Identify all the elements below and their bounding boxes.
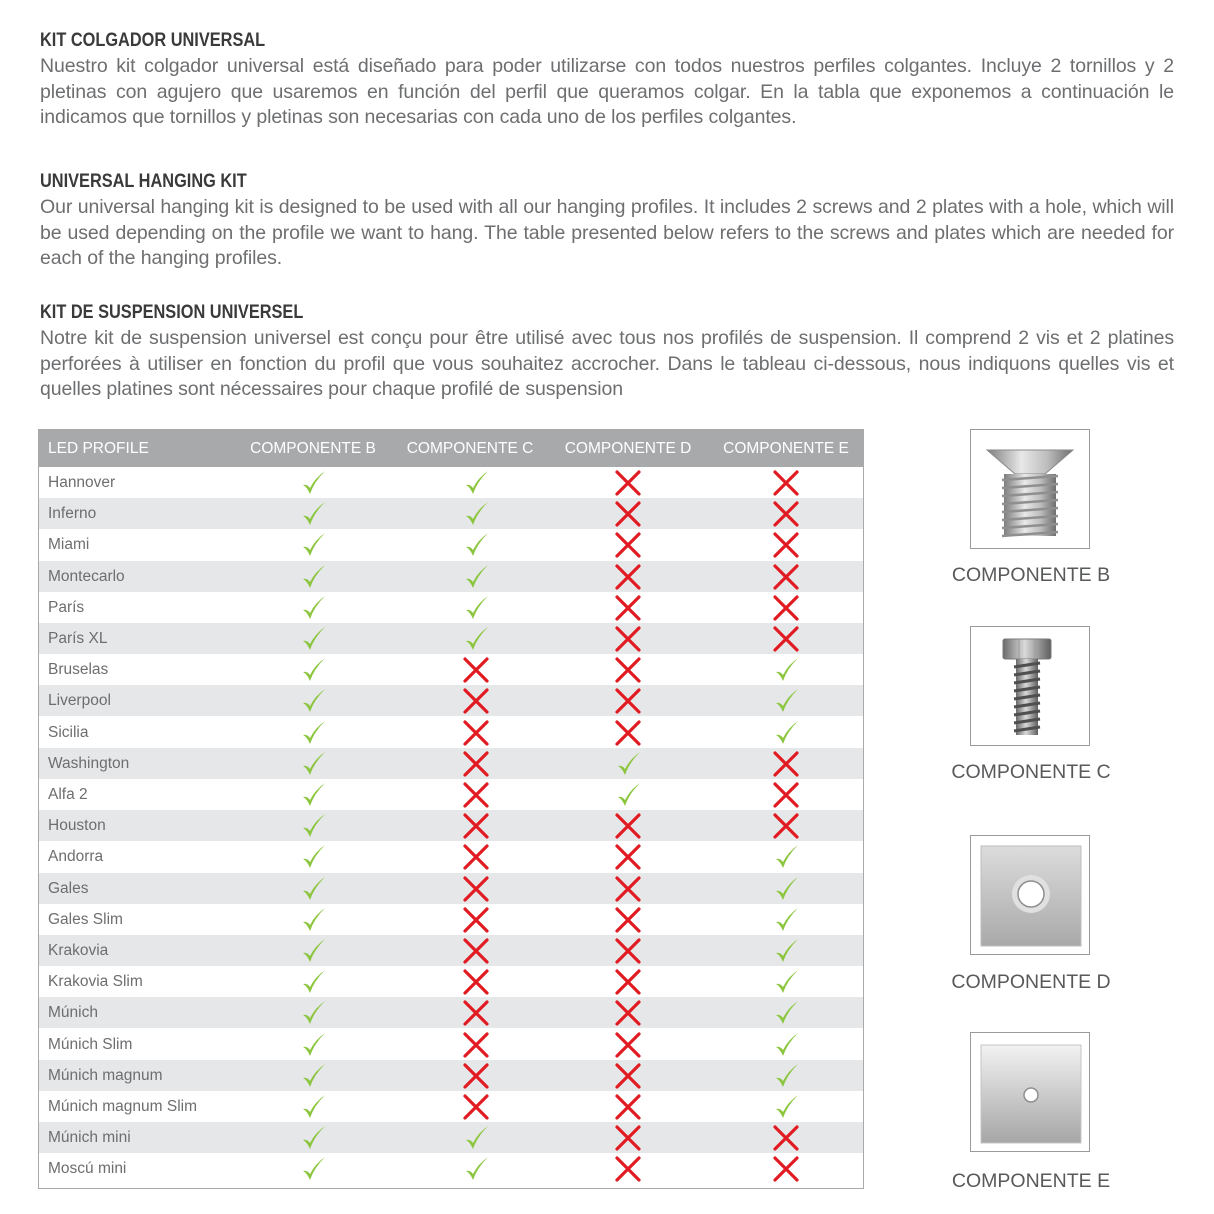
countersunk-screw-icon <box>971 430 1089 548</box>
check-icon <box>771 967 801 997</box>
row-profile-name: Moscú mini <box>48 1160 127 1178</box>
component-c-label: COMPONENTE C <box>951 761 1111 783</box>
check-icon <box>771 874 801 904</box>
check-icon <box>298 624 328 654</box>
table-header <box>39 430 863 467</box>
section-heading: UNIVERSAL HANGING KIT <box>40 171 247 192</box>
check-icon <box>298 811 328 841</box>
cross-icon <box>461 874 491 904</box>
check-icon <box>461 1123 491 1153</box>
check-icon <box>461 593 491 623</box>
compatibility-table <box>38 429 864 1189</box>
hex-bolt-icon <box>971 627 1089 745</box>
cross-icon <box>461 1092 491 1122</box>
table-row <box>39 529 863 560</box>
check-icon <box>771 1092 801 1122</box>
section-body: Our universal hanging kit is designed to be used with all our hanging profiles. It includes 2 screws and 2 plates with a hole, which will be used depending on the profile we want to hang. The table presented below refers to the screws and plates which are needed for each of the hanging profiles. <box>40 196 1174 269</box>
check-icon <box>298 530 328 560</box>
check-icon <box>461 1154 491 1184</box>
component-b-label: COMPONENTE B <box>951 564 1111 586</box>
table-row <box>39 1029 863 1060</box>
check-icon <box>461 468 491 498</box>
cross-icon <box>461 1030 491 1060</box>
check-icon <box>298 905 328 935</box>
cross-icon <box>461 1061 491 1091</box>
table-row <box>39 717 863 748</box>
table-row <box>39 748 863 779</box>
table-row <box>39 935 863 966</box>
component-e-image <box>970 1032 1090 1152</box>
check-icon <box>298 1030 328 1060</box>
section-body: Notre kit de suspension universel est conçu pour être utilisé avec tous nos profilés de suspension. Il comprend 2 vis et 2 platines perforées à utiliser en fonction du profil que vous souhaitez accrocher. Dans le tableau ci-dessous, nous indiquons quelles vis et quelles platines sont nécessaires pour chaque profilé de suspension <box>40 327 1174 400</box>
row-profile-name: Inferno <box>48 505 97 523</box>
row-profile-name: Sicilia <box>48 723 89 741</box>
check-icon <box>298 686 328 716</box>
row-profile-name: Múnich Slim <box>48 1035 133 1053</box>
cross-icon <box>613 593 643 623</box>
check-icon <box>771 655 801 685</box>
header-componente-c: COMPONENTE C <box>406 440 534 457</box>
cross-icon <box>613 811 643 841</box>
cross-icon <box>613 499 643 529</box>
cross-icon <box>613 936 643 966</box>
cross-icon <box>461 842 491 872</box>
check-icon <box>298 842 328 872</box>
cross-icon <box>613 655 643 685</box>
row-profile-name: París <box>48 598 85 616</box>
check-icon <box>298 718 328 748</box>
check-icon <box>298 967 328 997</box>
cross-icon <box>613 967 643 997</box>
cross-icon <box>461 749 491 779</box>
cross-icon <box>613 1123 643 1153</box>
component-e-label: COMPONENTE E <box>951 1170 1111 1192</box>
cross-icon <box>613 624 643 654</box>
check-icon <box>298 1123 328 1153</box>
row-profile-name: Krakovia Slim <box>48 973 143 991</box>
header-componente-b: COMPONENTE B <box>250 440 376 457</box>
cross-icon <box>613 468 643 498</box>
cross-icon <box>613 530 643 560</box>
check-icon <box>298 780 328 810</box>
section-heading: KIT COLGADOR UNIVERSAL <box>40 30 266 51</box>
cross-icon <box>613 686 643 716</box>
row-profile-name: Andorra <box>48 848 104 866</box>
cross-icon <box>461 998 491 1028</box>
table-row <box>39 623 863 654</box>
cross-icon <box>613 1154 643 1184</box>
intro-section-en <box>40 171 1174 272</box>
cross-icon <box>771 811 801 841</box>
cross-icon <box>771 780 801 810</box>
check-icon <box>298 1061 328 1091</box>
check-icon <box>771 842 801 872</box>
check-icon <box>298 655 328 685</box>
check-icon <box>771 1030 801 1060</box>
cross-icon <box>461 936 491 966</box>
table-row <box>39 966 863 997</box>
row-profile-name: Múnich mini <box>48 1129 131 1147</box>
table-row <box>39 654 863 685</box>
row-profile-name: Múnich magnum <box>48 1066 163 1084</box>
table-row <box>39 1153 863 1184</box>
table-row <box>39 997 863 1028</box>
cross-icon <box>613 562 643 592</box>
cross-icon <box>771 499 801 529</box>
row-profile-name: Miami <box>48 536 90 554</box>
table-row <box>39 779 863 810</box>
cross-icon <box>461 905 491 935</box>
cross-icon <box>613 1092 643 1122</box>
header-componente-d: COMPONENTE D <box>564 440 692 457</box>
cross-icon <box>771 1123 801 1153</box>
table-row <box>39 904 863 935</box>
check-icon <box>771 718 801 748</box>
table-row <box>39 685 863 716</box>
row-profile-name: Alfa 2 <box>48 786 88 803</box>
row-profile-name: Houston <box>48 817 106 835</box>
table-row <box>39 1122 863 1153</box>
check-icon <box>298 499 328 529</box>
row-profile-name: Múnich <box>48 1004 98 1022</box>
cross-icon <box>613 874 643 904</box>
check-icon <box>461 562 491 592</box>
cross-icon <box>461 718 491 748</box>
cross-icon <box>461 655 491 685</box>
intro-section-fr <box>40 302 1174 403</box>
component-d-image <box>970 835 1090 955</box>
cross-icon <box>613 1030 643 1060</box>
check-icon <box>771 1061 801 1091</box>
table-row <box>39 841 863 872</box>
component-c-image <box>970 626 1090 746</box>
check-icon <box>771 905 801 935</box>
check-icon <box>613 780 643 810</box>
cross-icon <box>771 749 801 779</box>
table-row <box>39 873 863 904</box>
check-icon <box>771 998 801 1028</box>
row-profile-name: Gales Slim <box>48 910 123 928</box>
section-body: Nuestro kit colgador universal está diseñado para poder utilizarse con todos nuestros perfiles colgantes. Incluye 2 tornillos y 2 pletinas con agujero que usaremos en función del perfil que queramos colgar. En la tabla que exponemos a continuación le indicamos que tornillos y pletinas son necesarias con cada uno de los perfiles colgantes. <box>40 55 1174 128</box>
row-profile-name: Hannover <box>48 474 116 491</box>
check-icon <box>771 686 801 716</box>
cross-icon <box>461 967 491 997</box>
cross-icon <box>461 686 491 716</box>
check-icon <box>461 530 491 560</box>
cross-icon <box>613 1061 643 1091</box>
table-row <box>39 810 863 841</box>
component-b-image <box>970 429 1090 549</box>
table-row <box>39 1091 863 1122</box>
table-row <box>39 498 863 529</box>
table-row <box>39 1060 863 1091</box>
section-heading: KIT DE SUSPENSION UNIVERSEL <box>40 302 304 323</box>
check-icon <box>298 749 328 779</box>
check-icon <box>613 749 643 779</box>
check-icon <box>298 874 328 904</box>
header-led-profile: LED PROFILE <box>48 440 149 457</box>
table-row <box>39 561 863 592</box>
cross-icon <box>613 718 643 748</box>
row-profile-name: Liverpool <box>48 692 111 710</box>
check-icon <box>461 499 491 529</box>
check-icon <box>298 593 328 623</box>
check-icon <box>298 468 328 498</box>
cross-icon <box>771 562 801 592</box>
cross-icon <box>771 624 801 654</box>
cross-icon <box>771 593 801 623</box>
check-icon <box>461 624 491 654</box>
row-profile-name: Krakovia <box>48 942 109 959</box>
cross-icon <box>771 530 801 560</box>
table-row <box>39 467 863 498</box>
row-profile-name: Montecarlo <box>48 567 125 585</box>
check-icon <box>298 936 328 966</box>
table-row <box>39 592 863 623</box>
row-profile-name: Washington <box>48 754 130 772</box>
check-icon <box>298 562 328 592</box>
cross-icon <box>771 468 801 498</box>
plate-small-hole-icon <box>971 1033 1089 1151</box>
cross-icon <box>771 1154 801 1184</box>
row-profile-name: Múnich magnum Slim <box>48 1098 198 1115</box>
check-icon <box>298 1092 328 1122</box>
row-profile-name: Bruselas <box>48 661 109 679</box>
cross-icon <box>613 842 643 872</box>
component-d-label: COMPONENTE D <box>951 971 1111 993</box>
check-icon <box>298 1154 328 1184</box>
cross-icon <box>613 905 643 935</box>
intro-section-es <box>40 30 1174 131</box>
check-icon <box>771 936 801 966</box>
cross-icon <box>613 998 643 1028</box>
row-profile-name: Gales <box>48 879 89 897</box>
cross-icon <box>461 780 491 810</box>
cross-icon <box>461 811 491 841</box>
row-profile-name: París XL <box>48 630 108 647</box>
check-icon <box>298 998 328 1028</box>
plate-large-hole-icon <box>971 836 1089 954</box>
header-componente-e: COMPONENTE E <box>723 440 849 457</box>
